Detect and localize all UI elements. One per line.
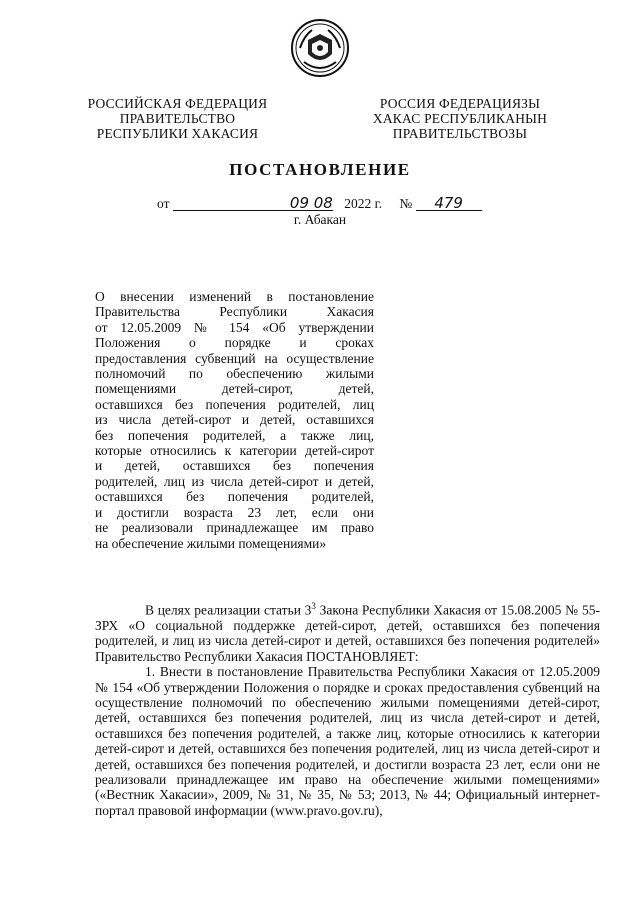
subject-line: помещениями детей-сирот, детей, [95,381,374,397]
paragraph: 1. Внести в постановление Правительства Республики Хакасия от 12.05.2009 № 154 «Об утверждении Положения о порядке и сроках предоставления субвенций на осуществление полномочий по обеспечению жилыми помещениями детей-сирот, детей, оставшихся без попечения родителей, лиц из числа детей-сирот и детей, оставшихся без попечения родителей, а также лиц, которые относились к категории детей-сирот и детей, оставшихся без попечения родителей, лиц из числа детей-сирот и детей, оставшихся без попечения родителей, и достигли возраста 23 лет, если они не реализовали принадлежащее им право на обеспечение жилыми помещениями» («Вестник Хакасии», 2009, № 31, № 35, № 53; 2013, № 44; Официальный интернет-портал правовой информации (www.pravo.gov.ru), [95,664,600,818]
subject-block [95,289,374,551]
subject-line: предоставления субвенций на осуществление [95,350,374,366]
subject-line: и детей, оставшихся без попечения [95,458,374,474]
document-title: ПОСТАНОВЛЕНИЕ [229,160,411,179]
header-right-line: ХАКАС РЕСПУБЛИКАНЫН [372,111,548,126]
subject-line: оставшихся без попечения родителей, [95,489,374,505]
header-left-line: РЕСПУБЛИКИ ХАКАСИЯ [96,126,259,141]
subject-line: родителей, лиц из числа детей-сирот и детей, [95,473,374,489]
body-text [95,599,600,818]
date-field: 09 08 [173,196,333,211]
number-label: № [399,196,413,211]
city-text: г. Абакан [293,212,347,227]
header-left [80,96,275,141]
subject-line: не реализовали принадлежащее им право [95,520,374,536]
subject-line: на обеспечение жилыми помещениями» [95,535,327,551]
subject-line: которые относились к категории детей-сирот [95,443,374,459]
header-right-line: ПРАВИТЕЛЬСТВОЗЫ [392,126,528,141]
paragraph-start: В целях реализации статьи 3 [145,602,312,618]
subject-line: из числа детей-сирот и детей, оставшихся [95,412,374,428]
year-text: 2022 г. [344,196,382,211]
subject-line: полномочий по обеспечению жилыми [95,366,374,382]
subject-line: от 12.05.2009 № 154 «Об утверждении [95,319,374,335]
paragraph-rest: Закона Республики Хакасия от 15.08.2005 № 55-ЗРХ «О социальной поддержке детей-сирот, детей, оставшихся без попечения родителей, и лиц из числа детей-сирот и детей, оставшихся без попечения родителей» Правительство Республики Хакасия ПОСТАНОВЛЯЕТ: [95,602,601,664]
subject-line: Положения о порядке и сроках [95,335,374,351]
date-line [157,196,482,212]
subject-line: без попечения родителей, а также лиц, [95,427,374,443]
subject-line: и достигли возраста 23 лет, если они [95,504,374,520]
header-left-line: ПРАВИТЕЛЬСТВО [119,111,236,126]
paragraph [95,599,600,664]
header-right [360,96,560,141]
header-right-line: РОССИЯ ФЕДЕРАЦИЯЗЫ [379,96,541,111]
superscript: 3 [311,601,316,611]
number-field: 479 [416,196,482,211]
subject-line: О внесении изменений в постановление [95,289,374,304]
coat-of-arms-icon [290,18,350,78]
from-label: от [157,196,170,211]
subject-line: Правительства Республики Хакасия [95,304,374,320]
header-left-line: РОССИЙСКАЯ ФЕДЕРАЦИЯ [87,96,268,111]
subject-line: оставшихся без попечения родителей, лиц [95,396,374,412]
